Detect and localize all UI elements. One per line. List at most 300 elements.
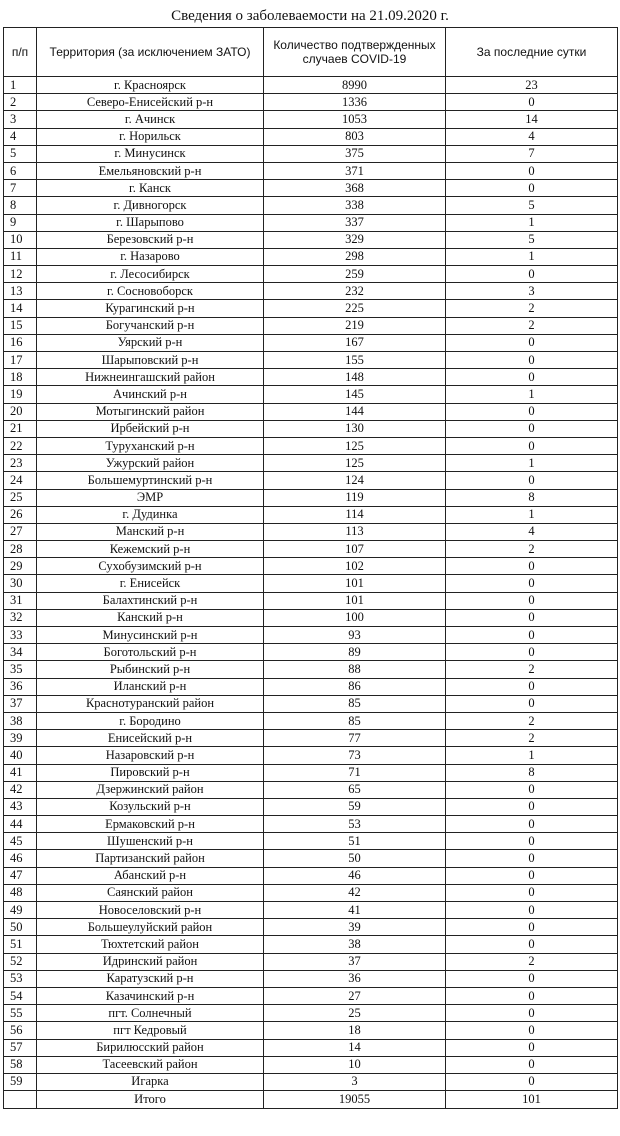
table-row <box>4 712 618 729</box>
cases-cell: 77 <box>264 730 446 747</box>
table-row <box>4 1073 618 1090</box>
row-number: 15 <box>4 317 37 334</box>
daily-cell: 5 <box>446 197 618 214</box>
row-number: 21 <box>4 420 37 437</box>
total-row <box>4 1091 618 1109</box>
daily-cell: 0 <box>446 627 618 644</box>
cases-cell: 368 <box>264 180 446 197</box>
daily-cell: 0 <box>446 1056 618 1073</box>
territory-cell: Тюхтетский район <box>37 936 264 953</box>
table-row <box>4 970 618 987</box>
territory-cell: Енисейский р-н <box>37 730 264 747</box>
cases-cell: 39 <box>264 919 446 936</box>
row-number: 38 <box>4 712 37 729</box>
territory-cell: пгт Кедровый <box>37 1022 264 1039</box>
row-number: 48 <box>4 884 37 901</box>
covid-cases-table <box>3 27 618 1109</box>
row-number: 28 <box>4 541 37 558</box>
table-row <box>4 128 618 145</box>
header-daily: За последние сутки <box>446 28 618 77</box>
row-number: 24 <box>4 472 37 489</box>
territory-cell: Козульский р-н <box>37 798 264 815</box>
daily-cell: 0 <box>446 970 618 987</box>
territory-cell: Игарка <box>37 1073 264 1090</box>
table-row <box>4 472 618 489</box>
daily-cell: 4 <box>446 523 618 540</box>
header-row <box>4 28 618 77</box>
territory-cell: Березовский р-н <box>37 231 264 248</box>
daily-cell: 0 <box>446 403 618 420</box>
daily-cell: 0 <box>446 266 618 283</box>
cases-cell: 102 <box>264 558 446 575</box>
row-number: 51 <box>4 936 37 953</box>
daily-cell: 0 <box>446 1039 618 1056</box>
daily-cell: 0 <box>446 437 618 454</box>
daily-cell: 14 <box>446 111 618 128</box>
table-header <box>4 28 618 77</box>
daily-cell: 2 <box>446 661 618 678</box>
header-cases: Количество подтвержденных случаев COVID-19 <box>264 28 446 77</box>
table-row <box>4 558 618 575</box>
territory-cell: Минусинский р-н <box>37 627 264 644</box>
daily-cell: 0 <box>446 936 618 953</box>
table-row <box>4 77 618 94</box>
row-number: 29 <box>4 558 37 575</box>
row-number: 55 <box>4 1005 37 1022</box>
row-number: 2 <box>4 94 37 111</box>
cases-cell: 148 <box>264 369 446 386</box>
cases-cell: 88 <box>264 661 446 678</box>
cases-cell: 375 <box>264 145 446 162</box>
table-row <box>4 523 618 540</box>
territory-cell: г. Назарово <box>37 248 264 265</box>
territory-cell: Идринский район <box>37 953 264 970</box>
daily-cell: 1 <box>446 747 618 764</box>
cases-cell: 93 <box>264 627 446 644</box>
territory-cell: Балахтинский р-н <box>37 592 264 609</box>
header-num: п/п <box>4 28 37 77</box>
row-number: 18 <box>4 369 37 386</box>
table-row <box>4 764 618 781</box>
table-row <box>4 145 618 162</box>
total-number-cell <box>4 1091 37 1109</box>
row-number: 43 <box>4 798 37 815</box>
table-row <box>4 1056 618 1073</box>
cases-cell: 167 <box>264 334 446 351</box>
table-row <box>4 489 618 506</box>
table-row <box>4 437 618 454</box>
territory-cell: Мотыгинский район <box>37 403 264 420</box>
table-row <box>4 987 618 1004</box>
cases-cell: 338 <box>264 197 446 214</box>
table-row <box>4 627 618 644</box>
table-row <box>4 1005 618 1022</box>
daily-cell: 23 <box>446 77 618 94</box>
row-number: 11 <box>4 248 37 265</box>
daily-cell: 0 <box>446 987 618 1004</box>
cases-cell: 25 <box>264 1005 446 1022</box>
table-row <box>4 644 618 661</box>
cases-cell: 27 <box>264 987 446 1004</box>
cases-cell: 53 <box>264 816 446 833</box>
territory-cell: г. Дивногорск <box>37 197 264 214</box>
daily-cell: 0 <box>446 1005 618 1022</box>
cases-cell: 14 <box>264 1039 446 1056</box>
table-row <box>4 695 618 712</box>
territory-cell: Шушенский р-н <box>37 833 264 850</box>
territory-cell: Ужурский район <box>37 455 264 472</box>
territory-cell: Казачинский р-н <box>37 987 264 1004</box>
territory-cell: Сухобузимский р-н <box>37 558 264 575</box>
territory-cell: г. Енисейск <box>37 575 264 592</box>
daily-cell: 0 <box>446 609 618 626</box>
daily-cell: 8 <box>446 489 618 506</box>
row-number: 37 <box>4 695 37 712</box>
table-row <box>4 902 618 919</box>
total-cases: 19055 <box>264 1091 446 1109</box>
row-number: 49 <box>4 902 37 919</box>
table-row <box>4 386 618 403</box>
row-number: 16 <box>4 334 37 351</box>
table-row <box>4 541 618 558</box>
territory-cell: Туруханский р-н <box>37 437 264 454</box>
cases-cell: 36 <box>264 970 446 987</box>
daily-cell: 0 <box>446 1073 618 1090</box>
cases-cell: 101 <box>264 592 446 609</box>
table-row <box>4 403 618 420</box>
territory-cell: Каратузский р-н <box>37 970 264 987</box>
territory-cell: Большеулуйский район <box>37 919 264 936</box>
territory-cell: Манский р-н <box>37 523 264 540</box>
row-number: 59 <box>4 1073 37 1090</box>
cases-cell: 298 <box>264 248 446 265</box>
table-row <box>4 455 618 472</box>
daily-cell: 0 <box>446 798 618 815</box>
row-number: 10 <box>4 231 37 248</box>
total-daily: 101 <box>446 1091 618 1109</box>
territory-cell: г. Бородино <box>37 712 264 729</box>
daily-cell: 0 <box>446 850 618 867</box>
row-number: 52 <box>4 953 37 970</box>
row-number: 47 <box>4 867 37 884</box>
cases-cell: 65 <box>264 781 446 798</box>
table-row <box>4 781 618 798</box>
row-number: 25 <box>4 489 37 506</box>
row-number: 45 <box>4 833 37 850</box>
row-number: 3 <box>4 111 37 128</box>
table-row <box>4 936 618 953</box>
cases-cell: 1336 <box>264 94 446 111</box>
table-row <box>4 369 618 386</box>
table-row <box>4 334 618 351</box>
table-row <box>4 816 618 833</box>
territory-cell: Уярский р-н <box>37 334 264 351</box>
table-row <box>4 850 618 867</box>
daily-cell: 0 <box>446 902 618 919</box>
territory-cell: Краснотуранский район <box>37 695 264 712</box>
cases-cell: 232 <box>264 283 446 300</box>
cases-cell: 41 <box>264 902 446 919</box>
territory-cell: Нижнеингашский район <box>37 369 264 386</box>
territory-cell: Абанский р-н <box>37 867 264 884</box>
territory-cell: Шарыповский р-н <box>37 352 264 369</box>
row-number: 14 <box>4 300 37 317</box>
daily-cell: 0 <box>446 420 618 437</box>
daily-cell: 0 <box>446 180 618 197</box>
row-number: 31 <box>4 592 37 609</box>
territory-cell: Кежемский р-н <box>37 541 264 558</box>
territory-cell: Новоселовский р-н <box>37 902 264 919</box>
cases-cell: 46 <box>264 867 446 884</box>
row-number: 32 <box>4 609 37 626</box>
territory-cell: г. Сосновоборск <box>37 283 264 300</box>
cases-cell: 225 <box>264 300 446 317</box>
cases-cell: 10 <box>264 1056 446 1073</box>
daily-cell: 3 <box>446 283 618 300</box>
cases-cell: 100 <box>264 609 446 626</box>
table-body <box>4 77 618 1109</box>
table-row <box>4 94 618 111</box>
cases-cell: 155 <box>264 352 446 369</box>
table-row <box>4 575 618 592</box>
daily-cell: 0 <box>446 833 618 850</box>
table-row <box>4 592 618 609</box>
territory-cell: пгт. Солнечный <box>37 1005 264 1022</box>
territory-cell: Дзержинский район <box>37 781 264 798</box>
daily-cell: 8 <box>446 764 618 781</box>
cases-cell: 71 <box>264 764 446 781</box>
table-row <box>4 833 618 850</box>
daily-cell: 5 <box>446 231 618 248</box>
row-number: 6 <box>4 162 37 179</box>
row-number: 23 <box>4 455 37 472</box>
cases-cell: 3 <box>264 1073 446 1090</box>
daily-cell: 0 <box>446 644 618 661</box>
territory-cell: Ермаковский р-н <box>37 816 264 833</box>
table-row <box>4 1039 618 1056</box>
row-number: 30 <box>4 575 37 592</box>
table-row <box>4 609 618 626</box>
daily-cell: 4 <box>446 128 618 145</box>
cases-cell: 37 <box>264 953 446 970</box>
cases-cell: 144 <box>264 403 446 420</box>
cases-cell: 101 <box>264 575 446 592</box>
cases-cell: 1053 <box>264 111 446 128</box>
daily-cell: 0 <box>446 94 618 111</box>
row-number: 50 <box>4 919 37 936</box>
daily-cell: 0 <box>446 558 618 575</box>
territory-cell: Тасеевский район <box>37 1056 264 1073</box>
row-number: 44 <box>4 816 37 833</box>
daily-cell: 2 <box>446 300 618 317</box>
row-number: 35 <box>4 661 37 678</box>
cases-cell: 803 <box>264 128 446 145</box>
row-number: 33 <box>4 627 37 644</box>
territory-cell: г. Минусинск <box>37 145 264 162</box>
table-row <box>4 317 618 334</box>
row-number: 5 <box>4 145 37 162</box>
row-number: 42 <box>4 781 37 798</box>
daily-cell: 1 <box>446 248 618 265</box>
row-number: 27 <box>4 523 37 540</box>
daily-cell: 2 <box>446 953 618 970</box>
territory-cell: г. Шарыпово <box>37 214 264 231</box>
cases-cell: 124 <box>264 472 446 489</box>
table-row <box>4 248 618 265</box>
table-row <box>4 747 618 764</box>
row-number: 39 <box>4 730 37 747</box>
table-row <box>4 678 618 695</box>
row-number: 53 <box>4 970 37 987</box>
row-number: 19 <box>4 386 37 403</box>
table-row <box>4 180 618 197</box>
cases-cell: 145 <box>264 386 446 403</box>
daily-cell: 2 <box>446 730 618 747</box>
row-number: 12 <box>4 266 37 283</box>
table-row <box>4 300 618 317</box>
daily-cell: 0 <box>446 919 618 936</box>
table-row <box>4 953 618 970</box>
table-row <box>4 266 618 283</box>
row-number: 26 <box>4 506 37 523</box>
cases-cell: 130 <box>264 420 446 437</box>
table-row <box>4 197 618 214</box>
territory-cell: г. Дудинка <box>37 506 264 523</box>
cases-cell: 86 <box>264 678 446 695</box>
territory-cell: Назаровский р-н <box>37 747 264 764</box>
cases-cell: 73 <box>264 747 446 764</box>
table-row <box>4 730 618 747</box>
territory-cell: Партизанский район <box>37 850 264 867</box>
row-number: 58 <box>4 1056 37 1073</box>
document-title: Сведения о заболеваемости на 21.09.2020 г. <box>171 8 449 24</box>
daily-cell: 0 <box>446 816 618 833</box>
territory-cell: Северо-Енисейский р-н <box>37 94 264 111</box>
territory-cell: Емельяновский р-н <box>37 162 264 179</box>
daily-cell: 0 <box>446 162 618 179</box>
territory-cell: Пировский р-н <box>37 764 264 781</box>
table-row <box>4 919 618 936</box>
territory-cell: Боготольский р-н <box>37 644 264 661</box>
daily-cell: 0 <box>446 781 618 798</box>
table-row <box>4 231 618 248</box>
daily-cell: 0 <box>446 592 618 609</box>
daily-cell: 0 <box>446 334 618 351</box>
table-row <box>4 867 618 884</box>
territory-cell: Курагинский р-н <box>37 300 264 317</box>
row-number: 57 <box>4 1039 37 1056</box>
row-number: 40 <box>4 747 37 764</box>
cases-cell: 114 <box>264 506 446 523</box>
table-row <box>4 352 618 369</box>
territory-cell: Ирбейский р-н <box>37 420 264 437</box>
daily-cell: 0 <box>446 472 618 489</box>
daily-cell: 2 <box>446 541 618 558</box>
territory-cell: г. Норильск <box>37 128 264 145</box>
cases-cell: 125 <box>264 455 446 472</box>
cases-cell: 119 <box>264 489 446 506</box>
table-row <box>4 162 618 179</box>
territory-cell: Большемуртинский р-н <box>37 472 264 489</box>
row-number: 22 <box>4 437 37 454</box>
daily-cell: 1 <box>446 386 618 403</box>
table-row <box>4 506 618 523</box>
cases-cell: 85 <box>264 712 446 729</box>
cases-cell: 337 <box>264 214 446 231</box>
territory-cell: г. Ачинск <box>37 111 264 128</box>
cases-cell: 38 <box>264 936 446 953</box>
row-number: 17 <box>4 352 37 369</box>
territory-cell: Рыбинский р-н <box>37 661 264 678</box>
daily-cell: 0 <box>446 575 618 592</box>
row-number: 54 <box>4 987 37 1004</box>
daily-cell: 1 <box>446 214 618 231</box>
row-number: 46 <box>4 850 37 867</box>
table-row <box>4 111 618 128</box>
daily-cell: 0 <box>446 352 618 369</box>
territory-cell: Ачинский р-н <box>37 386 264 403</box>
table-row <box>4 1022 618 1039</box>
territory-cell: г. Красноярск <box>37 77 264 94</box>
cases-cell: 18 <box>264 1022 446 1039</box>
cases-cell: 89 <box>264 644 446 661</box>
row-number: 8 <box>4 197 37 214</box>
cases-cell: 8990 <box>264 77 446 94</box>
row-number: 36 <box>4 678 37 695</box>
row-number: 7 <box>4 180 37 197</box>
cases-cell: 371 <box>264 162 446 179</box>
header-territory: Территория (за исключением ЗАТО) <box>37 28 264 77</box>
table-row <box>4 214 618 231</box>
territory-cell: ЭМР <box>37 489 264 506</box>
daily-cell: 0 <box>446 695 618 712</box>
row-number: 4 <box>4 128 37 145</box>
daily-cell: 0 <box>446 884 618 901</box>
table-row <box>4 283 618 300</box>
cases-cell: 51 <box>264 833 446 850</box>
territory-cell: г. Лесосибирск <box>37 266 264 283</box>
row-number: 34 <box>4 644 37 661</box>
table-row <box>4 884 618 901</box>
daily-cell: 0 <box>446 1022 618 1039</box>
row-number: 9 <box>4 214 37 231</box>
cases-cell: 85 <box>264 695 446 712</box>
daily-cell: 0 <box>446 867 618 884</box>
cases-cell: 59 <box>264 798 446 815</box>
cases-cell: 219 <box>264 317 446 334</box>
daily-cell: 0 <box>446 369 618 386</box>
daily-cell: 7 <box>446 145 618 162</box>
daily-cell: 1 <box>446 455 618 472</box>
row-number: 41 <box>4 764 37 781</box>
cases-cell: 259 <box>264 266 446 283</box>
daily-cell: 1 <box>446 506 618 523</box>
cases-cell: 107 <box>264 541 446 558</box>
territory-cell: Саянский район <box>37 884 264 901</box>
territory-cell: Богучанский р-н <box>37 317 264 334</box>
row-number: 20 <box>4 403 37 420</box>
daily-cell: 2 <box>446 317 618 334</box>
row-number: 56 <box>4 1022 37 1039</box>
daily-cell: 0 <box>446 678 618 695</box>
row-number: 1 <box>4 77 37 94</box>
daily-cell: 2 <box>446 712 618 729</box>
table-row <box>4 798 618 815</box>
territory-cell: Иланский р-н <box>37 678 264 695</box>
territory-cell: Бирилюсский район <box>37 1039 264 1056</box>
cases-cell: 42 <box>264 884 446 901</box>
territory-cell: г. Канск <box>37 180 264 197</box>
